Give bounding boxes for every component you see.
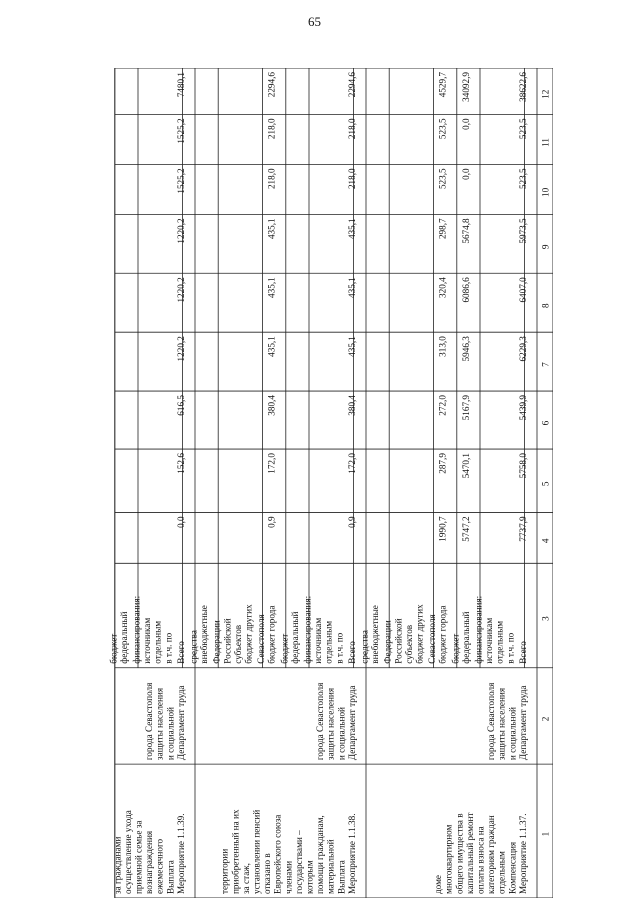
executor-line: Департамент труда <box>517 685 528 761</box>
measure-description-line: осуществление ухода <box>122 810 133 894</box>
value-cell: 1990,7 <box>437 516 448 542</box>
column-header-3: 3 <box>540 616 551 621</box>
measure-description-line: категориям граждан <box>486 815 497 894</box>
table-canvas <box>83 68 553 898</box>
measure-description-line: государствами – <box>293 830 304 894</box>
value-cell: 287,9 <box>437 453 448 474</box>
source-line: в т.ч. по <box>163 632 174 664</box>
value-cell: 218,0 <box>346 168 357 190</box>
source-line: отдельным <box>323 620 334 664</box>
source-line: внебюджетные <box>370 605 381 664</box>
value-cell: 38622,6 <box>517 72 528 102</box>
measure-description-line: Выплата <box>165 860 176 894</box>
executor-line: защиты населения <box>325 687 336 761</box>
executor-line: и социальной <box>336 707 347 761</box>
value-cell: 7737,9 <box>517 516 528 542</box>
source-line: в т.ч. по <box>505 632 516 664</box>
source-line: финансирования: <box>473 595 484 664</box>
source-line: источникам <box>313 617 324 664</box>
measure-description-line: которым <box>304 860 315 894</box>
source-line: Всего <box>175 641 186 664</box>
measure-description-line: установлении пенсий <box>251 809 262 894</box>
measure-description-line: за стаж, <box>240 863 251 894</box>
measure-description-line: оплаты взноса на <box>475 826 486 894</box>
value-cell: 380,4 <box>266 395 277 416</box>
source-line: Всего <box>346 641 357 664</box>
source-line: Севастополя <box>427 614 438 664</box>
value-cell: 313,0 <box>437 336 448 357</box>
source-line: отдельным <box>494 620 505 664</box>
column-header-11: 11 <box>540 137 551 147</box>
value-cell: 172,0 <box>266 453 277 474</box>
value-cell: 5946,3 <box>460 336 471 362</box>
value-cell: 6086,6 <box>460 277 471 303</box>
source-line: Российской <box>222 618 233 664</box>
source-line: средства <box>359 630 370 664</box>
value-cell: 1525,2 <box>175 118 186 144</box>
measure-description-line: доме <box>433 875 444 894</box>
source-line: финансирования: <box>131 595 142 664</box>
value-cell: 218,0 <box>346 118 357 140</box>
column-header-6: 6 <box>540 420 551 426</box>
value-cell: 5758,0 <box>517 453 528 479</box>
value-cell: 6229,3 <box>517 336 528 362</box>
measure-description-line: приобретенный на их <box>230 809 241 894</box>
value-cell: 0,9 <box>346 516 357 528</box>
source-line: бюджет <box>450 633 461 664</box>
column-header-10: 10 <box>540 187 551 197</box>
value-cell: 523,5 <box>517 168 528 190</box>
value-cell: 0,0 <box>460 118 471 130</box>
executor-line: города Севастополя <box>315 682 326 761</box>
value-cell: 172,0 <box>346 453 357 474</box>
measure-description-line: отказано в <box>262 853 273 894</box>
value-cell: 1220,2 <box>175 218 186 244</box>
value-cell: 435,1 <box>266 336 277 357</box>
source-line: бюджет <box>279 633 290 664</box>
source-line: внебюджетные <box>199 605 210 664</box>
source-line: федеральный <box>460 611 471 664</box>
value-cell: 298,7 <box>437 218 448 240</box>
value-cell: 320,4 <box>437 277 448 298</box>
value-cell: 5674,8 <box>460 218 471 244</box>
source-line: бюджет других <box>243 604 254 664</box>
value-cell: 435,1 <box>346 218 357 240</box>
value-cell: 435,1 <box>266 277 277 298</box>
executor-line: Департамент труда <box>175 685 186 761</box>
value-cell: 435,1 <box>266 218 277 240</box>
source-line: бюджет <box>108 633 119 664</box>
value-cell: 34092,9 <box>460 72 471 102</box>
source-line: субъектов <box>403 624 414 664</box>
measure-number: Мероприятие 1.1.39. <box>175 813 186 894</box>
source-line: Всего <box>517 641 528 664</box>
source-line: отдельным <box>152 620 163 664</box>
value-cell: 218,0 <box>266 118 277 140</box>
value-cell: 523,5 <box>437 168 448 190</box>
value-cell: 5973,5 <box>517 218 528 244</box>
measure-description-line: ежемесячного <box>154 838 165 894</box>
source-line: в т.ч. по <box>334 632 345 664</box>
measure-description-line: материальной <box>325 839 336 894</box>
source-line: бюджет других <box>414 604 425 664</box>
measure-description-line: помощи гражданам, <box>315 815 326 894</box>
value-cell: 152,6 <box>175 453 186 474</box>
measure-description-line: отдельным <box>496 851 507 894</box>
value-cell: 2294,6 <box>266 72 277 98</box>
source-line: федеральный <box>289 611 300 664</box>
value-cell: 380,4 <box>346 395 357 416</box>
measure-description-line: территории <box>219 848 230 894</box>
executor-line: города Севастополя <box>144 682 155 761</box>
source-line: средства <box>188 630 199 664</box>
column-header-2: 2 <box>540 716 551 722</box>
value-cell: 523,5 <box>517 118 528 140</box>
value-cell: 5439,9 <box>517 395 528 421</box>
source-line: Федерации <box>211 620 222 664</box>
measure-description-line: Выплата <box>336 860 347 894</box>
value-cell: 7480,1 <box>175 72 186 98</box>
value-cell: 0,0 <box>460 168 471 180</box>
source-line: субъектов <box>232 624 243 664</box>
measure-description-line: многоквартирном <box>443 824 454 894</box>
measure-description-line: Европейского союза <box>272 814 283 894</box>
page-number: 65 <box>308 14 321 29</box>
value-cell: 2294,6 <box>346 72 357 98</box>
value-cell: 1220,2 <box>175 277 186 303</box>
column-header-9: 9 <box>540 244 551 250</box>
source-line: федеральный <box>118 611 129 664</box>
executor-line: защиты населения <box>496 687 507 761</box>
value-cell: 1525,2 <box>175 168 186 194</box>
value-cell: 523,5 <box>437 118 448 140</box>
column-header-12: 12 <box>540 89 551 99</box>
measure-number: Мероприятие 1.1.38. <box>346 813 357 894</box>
value-cell: 5747,2 <box>460 516 471 542</box>
executor-line: Департамент труда <box>346 685 357 761</box>
measure-description-line: Компенсация <box>507 841 518 894</box>
executor-line: и социальной <box>507 707 518 761</box>
rotated-budget-table <box>83 68 553 898</box>
column-header-1: 1 <box>540 831 551 837</box>
executor-line: и социальной <box>165 707 176 761</box>
measure-description-line: за гражданами <box>112 836 123 894</box>
source-line: источникам <box>142 617 153 664</box>
value-cell: 616,5 <box>175 395 186 416</box>
value-cell: 6407,0 <box>517 277 528 303</box>
column-header-8: 8 <box>540 303 551 309</box>
value-cell: 5470,1 <box>460 453 471 479</box>
value-cell: 5167,9 <box>460 395 471 421</box>
column-header-7: 7 <box>540 362 551 367</box>
source-line: Севастополя <box>256 614 267 664</box>
source-line: бюджет города <box>437 605 448 664</box>
value-cell: 4529,7 <box>437 72 448 98</box>
value-cell: 218,0 <box>266 168 277 190</box>
value-cell: 0,9 <box>266 516 277 528</box>
source-line: Российской <box>393 618 404 664</box>
source-line: источникам <box>484 617 495 664</box>
source-line: финансирования: <box>302 595 313 664</box>
source-line: Федерации <box>382 620 393 664</box>
executor-line: защиты населения <box>154 687 165 761</box>
measure-description-line: общего имущества в <box>454 813 465 894</box>
executor-line: города Севастополя <box>486 682 497 761</box>
value-cell: 435,1 <box>346 336 357 357</box>
column-header-4: 4 <box>540 538 551 544</box>
value-cell: 1220,2 <box>175 336 186 362</box>
value-cell: 0,0 <box>175 516 186 528</box>
measure-description-line: вознаграждения <box>144 830 155 894</box>
measure-description-line: членами <box>283 860 294 894</box>
measure-number: Мероприятие 1.1.37. <box>517 813 528 894</box>
measure-description-line: капитальный ремонт <box>464 812 475 894</box>
measure-description-line: приемной семье за <box>133 820 144 894</box>
value-cell: 435,1 <box>346 277 357 298</box>
column-header-5: 5 <box>540 481 551 487</box>
value-cell: 272,0 <box>437 395 448 416</box>
source-line: бюджет города <box>266 605 277 664</box>
